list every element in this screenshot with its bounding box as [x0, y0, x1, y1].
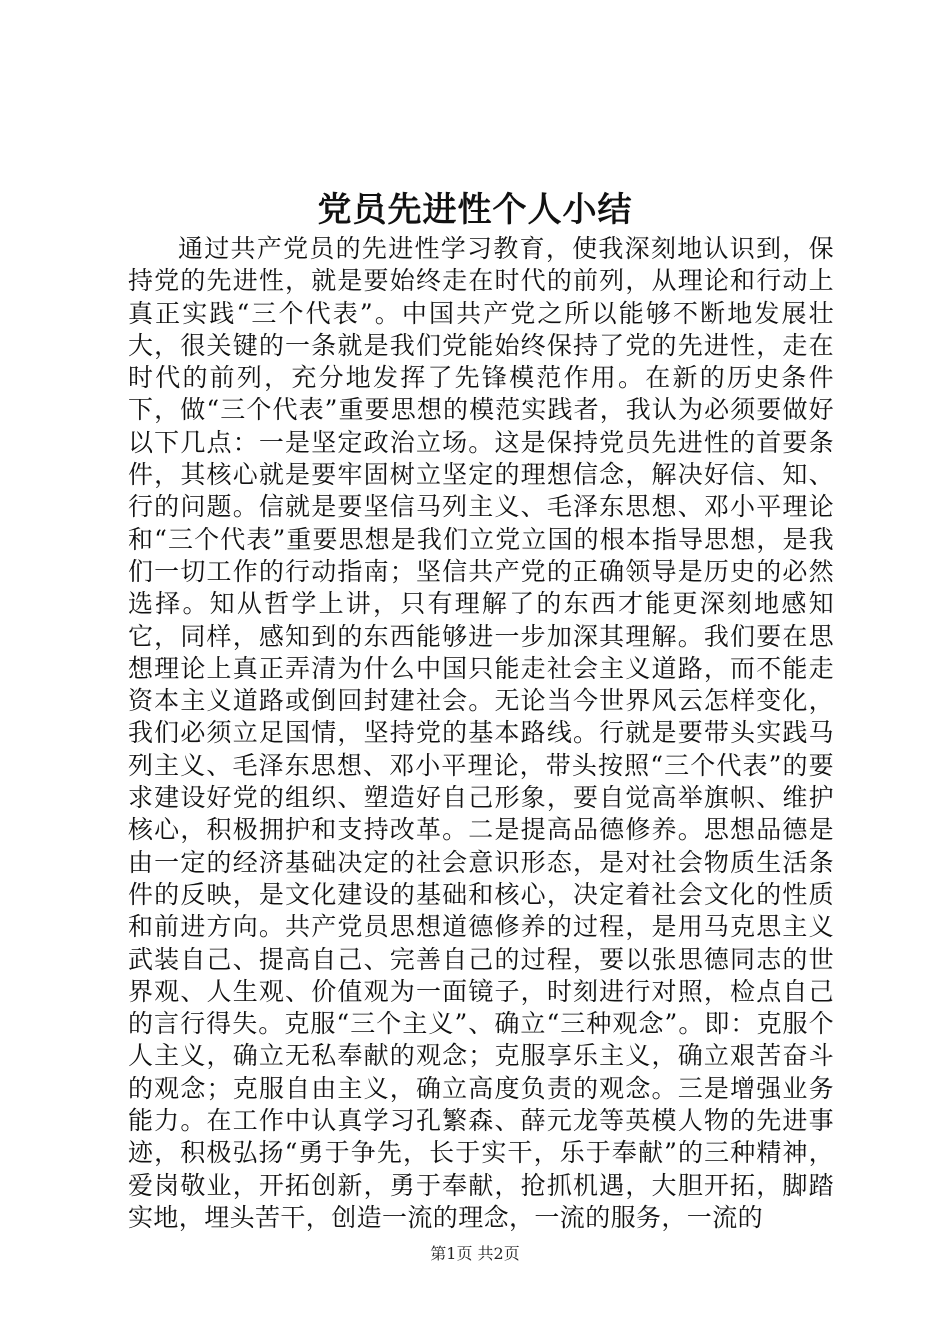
body-paragraph: 通过共产党员的先进性学习教育，使我深刻地认识到，保持党的先进性，就是要始终走在时代的前列，从理论和行动上真正实践“三个代表”。中国共产党之所以能够不断地发展壮大，很关键的一条就是我们党能始终保持了党的先进性，走在时代的前列，充分地发挥了先锋模范作用。在新的历史条件下，做“三个代表”重要思想的模范实践者，我认为必须要做好以下几点：一是坚定政治立场。这是保持党员先进性的首要条件，其核心就是要牢固树立坚定的理想信念，解决好信、知、行的问题。信就是要坚信马列主义、毛泽东思想、邓小平理论和“三个代表”重要思想是我们立党立国的根本指导思想，是我们一切工作的行动指南；坚信共产党的正确领导是历史的必然选择。知从哲学上讲，只有理解了的东西才能更深刻地感知它，同样，感知到的东西能够进一步加深其理解。我们要在思想理论上真正弄清为什么中国只能走社会主义道路，而不能走资本主义道路或倒回封建社会。无论当今世界风云怎样变化，我们必须立足国情，坚持党的基本路线。行就是要带头实践马列主义、毛泽东思想、邓小平理论，带头按照“三个代表”的要求建设好党的组织、塑造好自己形象，要自觉高举旗帜、维护核心，积极拥护和支持改革。二是提高品德修养。思想品德是由一定的经济基础决定的社会意识形态，是对社会物质生活条件的反映，是文化建设的基础和核心，决定着社会文化的性质和前进方向。共产党员思想道德修养的过程，是用马克思主义武装自己、提高自己、完善自己的过程，要以张思德同志的世界观、人生观、价值观为一面镜子，时刻进行对照，检点自己的言行得失。克服“三个主义”、确立“三种观念”。即：克服个人主义，确立无私奉献的观念；克服享乐主义，确立艰苦奋斗的观念；克服自由主义，确立高度负责的观念。三是增强业务能力。在工作中认真学习孔繁森、薛元龙等英模人物的先进事迹，积极弘扬“勇于争先，长于实干，乐于奉献”的三种精神，爱岗敬业，开拓创新，勇于奉献，抢抓机遇，大胆开拓，脚踏实地，埋头苦干，创造一流的理念，一流的服务，一流的 — [128, 234, 834, 1232]
document-title: 党员先进性个人小结 — [317, 190, 633, 230]
page-number-footer: 第1页 共2页 — [430, 1244, 520, 1263]
